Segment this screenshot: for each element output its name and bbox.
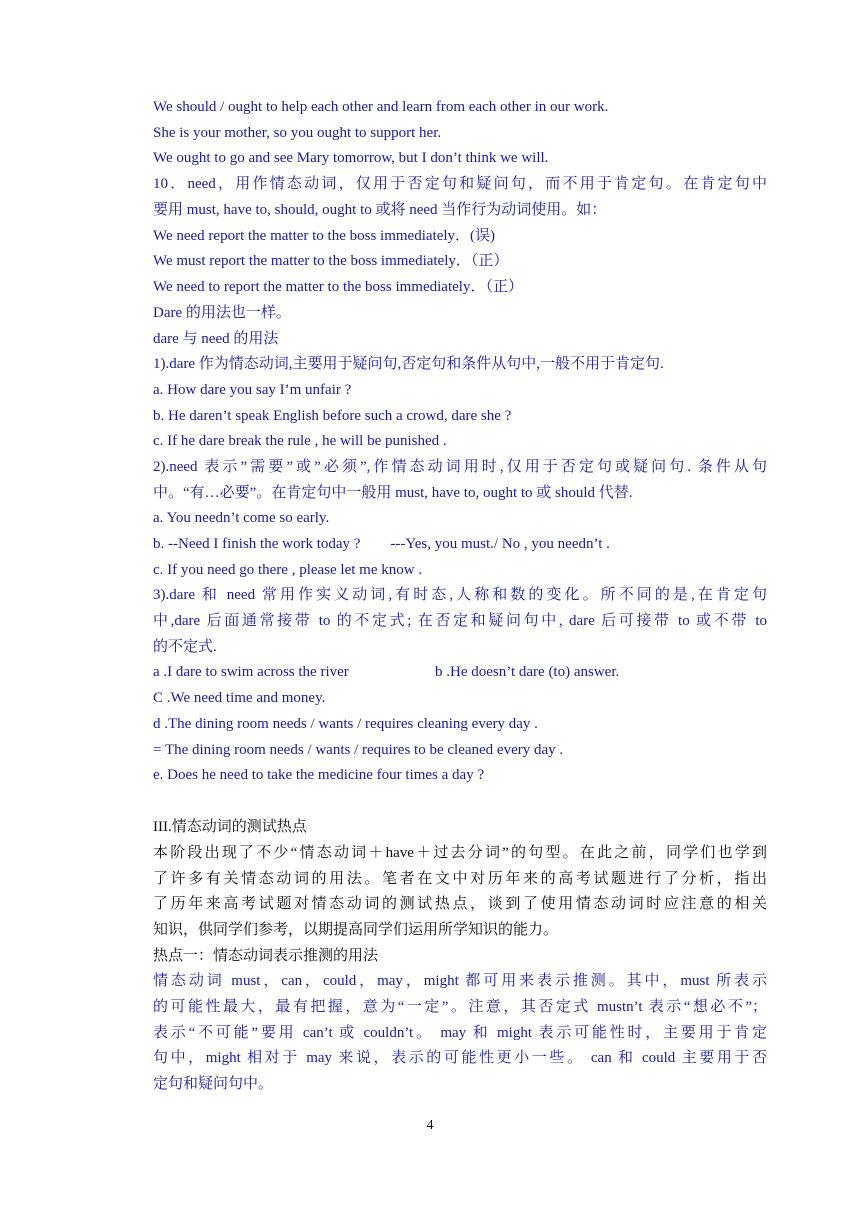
page-number: 4 [426, 1118, 434, 1133]
paragraph-line: Dare 的用法也一样。 [153, 305, 291, 321]
paragraph-line: 中,dare 后面通常接带 to 的不定式; 在否定和疑问句中, dare 后可接带 to 或不带 to [153, 613, 767, 629]
section-iii-heading: III.情态动词的测试热点 [153, 819, 307, 835]
hotspot-1-heading: 热点一：情态动词表示推测的用法 [153, 948, 379, 964]
subheading: dare 与 need 的用法 [153, 331, 279, 347]
example-sentence: b. He daren’t speak English before such a crowd, dare she ? [153, 408, 512, 424]
example-sentence: e. Does he need to take the medicine four times a day ? [153, 767, 485, 783]
paragraph-line: 知识，供同学们参考，以期提高同学们运用所学知识的能力。 [153, 922, 559, 938]
example-sentence: We need report the matter to the boss immediately．(误) [153, 228, 496, 244]
example-sentence: = The dining room needs / wants / requires to be cleaned every day . [153, 742, 564, 758]
paragraph-line: 的不定式. [153, 639, 217, 655]
paragraph-line: 情态动词 must，can，could，may，might 都可用来表示推测。其中，must 所表示 [153, 973, 767, 989]
example-sentence: a. How dare you say I’m unfair ? [153, 382, 352, 398]
section-10-heading: 10．need，用作情态动词，仅用于否定句和疑问句，而不用于肯定句。在肯定句中 [153, 176, 767, 192]
paragraph-line: 要用 must, have to, should, ought to 或将 need 当作行为动词使用。如： [153, 202, 607, 218]
example-sentence: c. If you need go there , please let me know . [153, 562, 423, 578]
example-sentence: a .I dare to swim across the river [153, 664, 349, 680]
paragraph-line: 了历年来高考试题对情态动词的测试热点，谈到了使用情态动词时应注意的相关 [153, 896, 767, 912]
example-sentence: a. You needn’t come so early. [153, 510, 330, 526]
example-pair [153, 662, 767, 682]
example-sentence: We need to report the matter to the boss immediately．（正） [153, 279, 523, 295]
paragraph-line: 句中，might 相对于 may 来说，表示的可能性更小一些。 can 和 could 主要用于否 [153, 1050, 767, 1066]
rule-item-3: 3).dare 和 need 常用作实义动词,有时态,人称和数的变化。所不同的是,在肯定句 [153, 587, 767, 603]
paragraph-line: 表示“不可能”要用 can’t 或 couldn’t。 may 和 might 表示可能性时，主要用于肯定 [153, 1025, 767, 1041]
example-sentence: We should / ought to help each other and learn from each other in our work. [153, 99, 609, 115]
paragraph-line: 中。“有…必要”。在肯定句中一般用 must, have to, ought to 或 should 代替. [153, 485, 633, 501]
rule-item-2: 2).need 表示”需要”或”必须”,作情态动词用时,仅用于否定句或疑问句. 条件从句 [153, 459, 767, 475]
example-sentence: d .The dining room needs / wants / requires cleaning every day . [153, 716, 538, 732]
example-sentence: b. --Need I finish the work today ? ---Yes, you must./ No , you needn’t . [153, 536, 610, 552]
example-sentence: We must report the matter to the boss immediately．（正） [153, 253, 509, 269]
example-sentence: b .He doesn’t dare (to) answer. [435, 664, 620, 680]
example-sentence: c. If he dare break the rule , he will be punished . [153, 433, 447, 449]
paragraph-line: 的可能性最大，最有把握，意为“一定”。注意，其否定式 mustn’t 表示“想必不”； [153, 999, 767, 1015]
example-sentence: C .We need time and money. [153, 690, 326, 706]
example-sentence: We ought to go and see Mary tomorrow, but I don’t think we will. [153, 150, 549, 166]
paragraph-line: 本阶段出现了不少“情态动词＋have＋过去分词”的句型。在此之前，同学们也学到 [153, 845, 767, 861]
paragraph-line: 定句和疑问句中。 [153, 1076, 274, 1092]
paragraph-line: 了许多有关情态动词的用法。笔者在文中对历年来的高考试题进行了分析，指出 [153, 871, 767, 887]
rule-item-1: 1).dare 作为情态动词,主要用于疑问句,否定句和条件从句中,一般不用于肯定句. [153, 356, 664, 372]
example-sentence: She is your mother, so you ought to support her. [153, 125, 442, 141]
